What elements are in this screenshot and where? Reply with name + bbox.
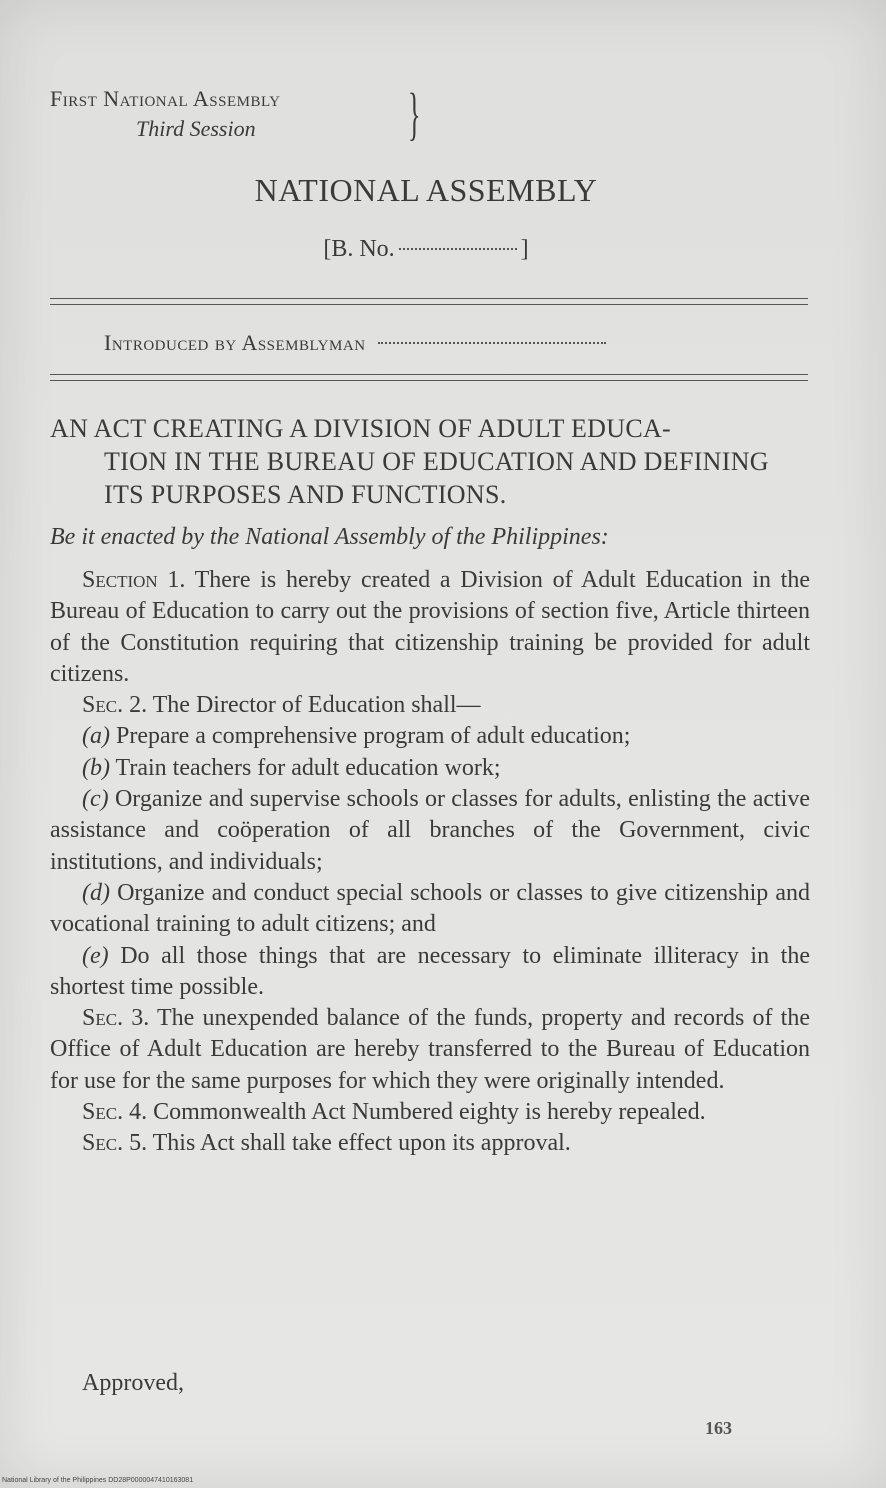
clause-text: Do all those things that are necessary to eliminate illiteracy in the shortest time possible. (50, 942, 810, 1000)
clause-label: (b) (82, 754, 110, 781)
act-title-line: AN ACT CREATING A DIVISION OF ADULT EDUCA- (50, 414, 671, 443)
section-text: The unexpended balance of the funds, property and records of the Office of Adult Education are hereby transferred to the Bureau of Education for use for the same purposes for which they were originally intended. (50, 1005, 810, 1094)
header-brace: } (408, 81, 421, 146)
divider-rule (50, 304, 808, 305)
clause-b (50, 753, 810, 784)
divider-rule (50, 374, 808, 375)
section-label: Sec. 4. (82, 1099, 148, 1126)
bill-number (0, 236, 852, 263)
clause-text: Train teachers for adult education work; (109, 754, 501, 781)
clause-text: Organize and supervise schools or classes for adults, enlisting the active assistance and coöperation of all branches of the Government, civic institutions, and individuals; (50, 786, 810, 875)
section-text: Commonwealth Act Numbered eighty is hereby repealed. (147, 1099, 706, 1126)
section-label: Sec. 2. (82, 692, 148, 719)
divider-rule (50, 298, 808, 299)
section-5 (50, 1128, 810, 1159)
clause-text: Prepare a comprehensive program of adult education; (109, 723, 631, 750)
divider-rule (50, 380, 808, 381)
page-title: NATIONAL ASSEMBLY (254, 172, 598, 208)
clause-c (50, 784, 810, 878)
introduced-by (104, 330, 606, 356)
act-title-continuation: TION IN THE BUREAU OF EDUCATION AND DEFINING ITS PURPOSES AND FUNCTIONS. (104, 447, 769, 509)
section-text: There is hereby created a Division of Adult Education in the Bureau of Education to carry out the provisions of section five, Article thirteen of the Constitution requiring that citizenship training be provided for adult citizens. (50, 567, 810, 687)
archive-footer: National Library of the Philippines DD28P0000047410163081 (2, 1477, 194, 1484)
act-title (50, 412, 810, 511)
assembly-name: First National Assembly (50, 86, 281, 111)
bill-number-blank (399, 248, 517, 250)
clause-label: (e) (82, 942, 109, 969)
bill-number-close: ] (520, 236, 529, 262)
section-label: Section 1. (82, 567, 186, 593)
section-text: The Director of Education shall— (147, 692, 481, 719)
bill-number-label: [B. No. (323, 236, 395, 262)
section-label: Sec. 5. (82, 1130, 148, 1157)
section-4 (50, 1097, 810, 1128)
clause-d (50, 878, 810, 941)
clause-e (50, 941, 810, 1004)
section-3 (50, 1003, 810, 1097)
section-2 (50, 690, 810, 721)
section-1 (50, 565, 810, 690)
clause-label: (c) (82, 786, 109, 813)
clause-a (50, 721, 810, 752)
clause-label: (d) (82, 879, 110, 906)
assembly-header (50, 84, 280, 144)
enacting-clause: Be it enacted by the National Assembly of the Philippines: (50, 524, 609, 550)
section-label: Sec. 3. (82, 1005, 150, 1032)
introducer-blank (378, 342, 606, 344)
introduced-by-label: Introduced by Assemblyman (104, 330, 366, 355)
clause-label: (a) (82, 723, 110, 750)
session-name: Third Session (136, 116, 256, 141)
section-text: This Act shall take effect upon its approval. (147, 1130, 571, 1157)
page-number: 163 (705, 1418, 732, 1438)
approved-line: Approved, (82, 1370, 184, 1396)
clause-text: Organize and conduct special schools or classes to give citizenship and vocational training to adult citizens; and (50, 879, 810, 938)
act-body (50, 565, 810, 1160)
